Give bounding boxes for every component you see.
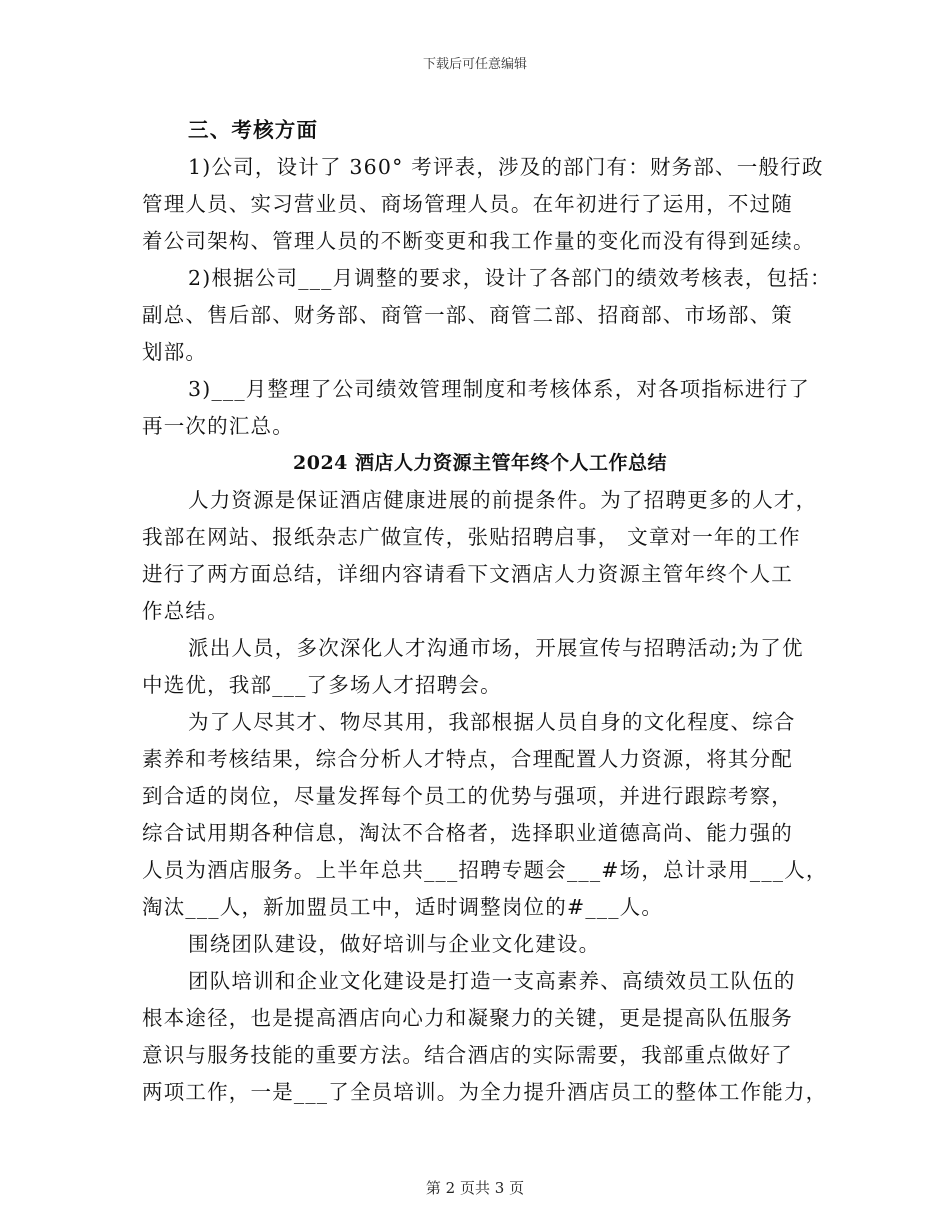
paragraph-line: 为了人尽其才、物尽其用，我部根据人员自身的文化程度、综合 <box>188 710 796 734</box>
paragraph-line: 着公司架构、管理人员的不断变更和我工作量的变化而没有得到延续。 <box>142 229 815 253</box>
paragraph-line: 3)___月整理了公司绩效管理制度和考核体系，对各项指标进行了 <box>188 377 810 401</box>
paragraph-line: 素养和考核结果，综合分析人才特点，合理配置人力资源，将其分配 <box>142 747 793 771</box>
paragraph-line: 人力资源是保证酒店健康进展的前提条件。为了招聘更多的人才， <box>188 488 818 512</box>
paragraph-line: 1)公司，设计了 360° 考评表，涉及的部门有：财务部、一般行政 <box>188 155 824 179</box>
paragraph-line: 派出人员，多次深化人才沟通市场，开展宣传与招聘活动;为了优 <box>188 636 804 660</box>
section-heading: 三、考核方面 <box>188 118 319 142</box>
paragraph-line: 两项工作，一是___了全员培训。为全力提升酒店员工的整体工作能力， <box>142 1080 828 1104</box>
paragraph-line: 管理人员、实习营业员、商场管理人员。在年初进行了运用，不过随 <box>142 192 793 216</box>
page-footer: 第 2 页共 3 页 <box>425 1179 525 1197</box>
paragraph-line: 到合适的岗位，尽量发挥每个员工的优势与强项，并进行跟踪考察， <box>142 784 793 808</box>
paragraph-line: 根本途径，也是提高酒店向心力和凝聚力的关键，更是提高队伍服务 <box>142 1006 793 1030</box>
paragraph-line: 作总结。 <box>142 599 229 623</box>
paragraph-line: 团队培训和企业文化建设是打造一支高素养、高绩效员工队伍的 <box>188 969 796 993</box>
paragraph-line: 人员为酒店服务。上半年总共___招聘专题会___#场，总计录用___人， <box>142 858 828 882</box>
paragraph-line: 副总、售后部、财务部、商管一部、商管二部、招商部、市场部、策 <box>142 303 793 327</box>
paragraph-line: 进行了两方面总结，详细内容请看下文酒店人力资源主管年终个人工 <box>142 562 793 586</box>
paragraph-line: 我部在网站、报纸杂志广做宣传，张贴招聘启事， 文章对一年的工作 <box>142 525 801 549</box>
paragraph-line: 综合试用期各种信息，淘汰不合格者，选择职业道德高尚、能力强的 <box>142 821 793 845</box>
paragraph-line: 淘汰___人，新加盟员工中，适时调整岗位的#___人。 <box>142 895 664 919</box>
paragraph-line: 划部。 <box>142 340 208 364</box>
article-title: 2024 酒店人力资源主管年终个人工作总结 <box>293 452 667 474</box>
paragraph-line: 中选优，我部___了多场人才招聘会。 <box>142 673 502 697</box>
document-body <box>142 112 832 1111</box>
page-header: 下载后可任意编辑 <box>422 57 527 72</box>
paragraph-line: 围绕团队建设，做好培训与企业文化建设。 <box>188 932 601 956</box>
paragraph-line: 2)根据公司___月调整的要求，设计了各部门的绩效考核表，包括： <box>188 266 832 290</box>
paragraph-line: 意识与服务技能的重要方法。结合酒店的实际需要，我部重点做好了 <box>142 1043 793 1067</box>
paragraph-line: 再一次的汇总。 <box>142 414 294 438</box>
